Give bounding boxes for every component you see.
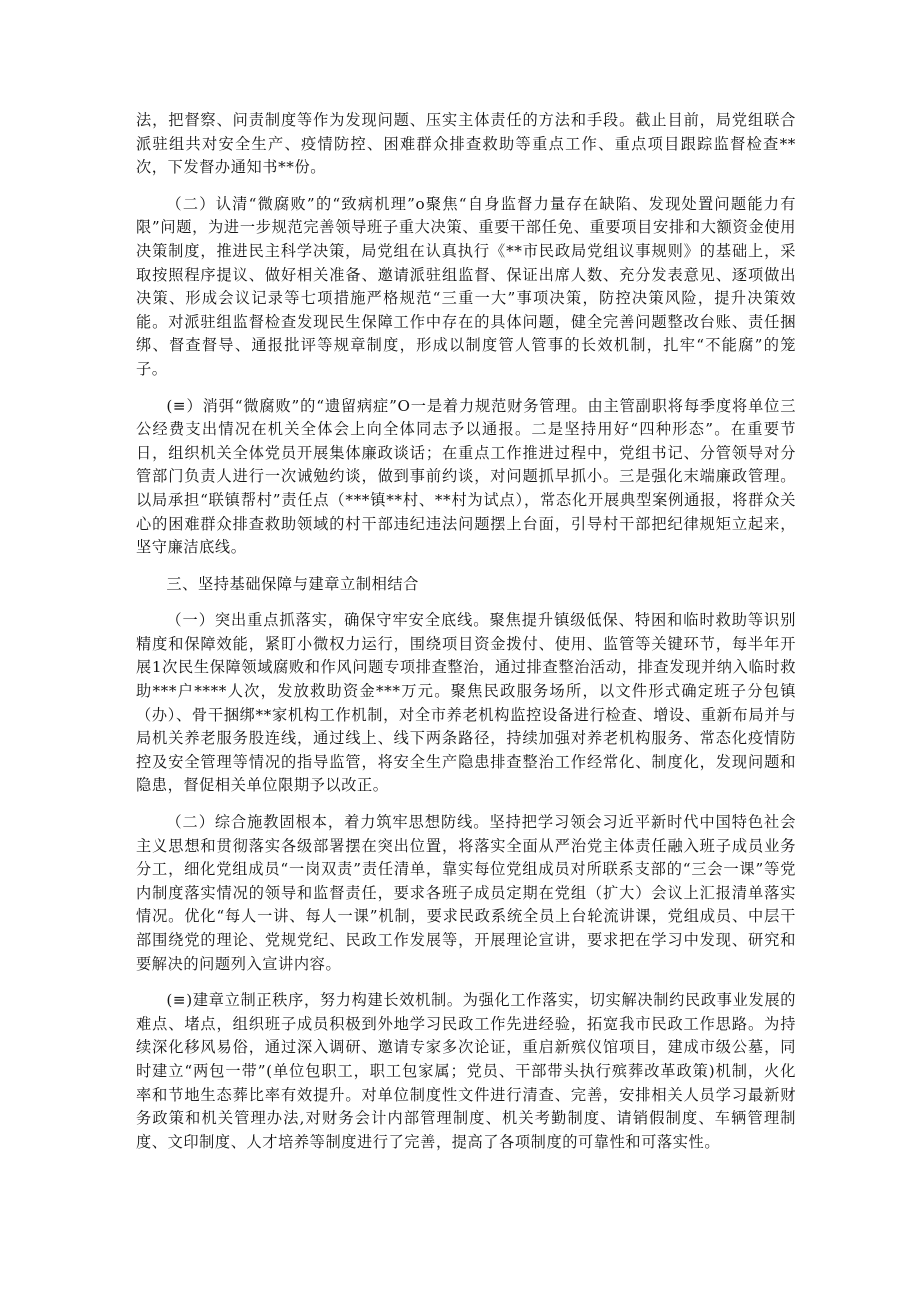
paragraph-section-2-3: (≡）消弭“微腐败”的“遗留病症”O一是着力规范财务管理。由主管副职将每季度将单位三公经费支出情况在机关全体会上向全体同志予以通报。二是坚持用好“四种形态”。在重要节日，组织机关全体党员开展集体廉政谈话；在重点工作推进过程中，党组书记、分管领导对分管部门负责人进行一次诫勉约谈，做到事前约谈，对问题抓早抓小。三是强化末端廉政管理。以局承担“联镇帮村”责任点（***镇**村、**村为试点），常态化开展典型案例通报，将群众关心的困难群众排查救助领域的村干部违纪违法问题摆上台面，引导村干部把纪律规矩立起来，坚守廉洁底线。: [136, 396, 796, 557]
paragraph-section-3-3: (≡)建章立制正秩序，努力构建长效机制。为强化工作落实，切实解决制约民政事业发展的难点、堵点，组织班子成员积极到外地学习民政工作先进经验，拓宽我市民政工作思路。为持续深化移风易俗，通过深入调研、邀请专家多次论证，重启新殡仪馆项目，建成市级公墓，同时建立“两包一带”(单位包职工，职工包家属；党员、干部带头执行殡葬改革政策)机制，火化率和节地生态葬比率有效提升。对单位制度性文件进行清查、完善，安排相关人员学习最新财务政策和机关管理办法,对财务会计内部管理制度、机关考勤制度、请销假制度、车辆管理制度、文印制度、人才培养等制度进行了完善，提高了各项制度的可靠性和可落实性。: [136, 991, 796, 1151]
paragraph-continuation: 法，把督察、问责制度等作为发现问题、压实主体责任的方法和手段。截止目前，局党组联合派驻组共对安全生产、疫情防控、困难群众排查救助等重点工作、重点项目跟踪监督检查**次，下发督办通知书**份。: [136, 111, 796, 177]
paragraph-section-3-1: （一）突出重点抓落实，确保守牢安全底线。聚焦提升镇级低保、特困和临时救助等识别精度和保障效能，紧盯小微权力运行，围绕项目资金拨付、使用、监管等关键环节，每半年开展1次民生保障领域腐败和作风问题专项排查整治，通过排查整治活动，排查发现并纳入临时救助***户****人次，发放救助资金***万元。聚焦民政服务场所，以文件形式确定班子分包镇（办）、骨干捆绑**家机构工作机制，对全市养老机构监控设备进行检查、增设、重新布局并与局机关养老服务股连线，通过线上、线下两条路径，持续加强对养老机构服务、常态化疫情防控及安全管理等情况的指导监管，将安全生产隐患排查整治工作经常化、制度化，发现问题和隐患，督促相关单位限期予以改正。: [136, 611, 796, 795]
paragraph-section-3-2: （二）综合施教固根本，着力筑牢思想防线。坚持把学习领会习近平新时代中国特色社会主义思想和贯彻落实各级部署摆在突出位置，将落实全面从严治党主体责任融入班子成员业务分工，细化党组成员“一岗双责”责任清单，靠实每位党组成员对所联系支部的“三会一课”等党内制度落实情况的领导和监督责任，要求各班子成员定期在党组（扩大）会议上汇报清单落实情况。优化“每人一讲、每人一课”机制，要求民政系统全员上台轮流讲课，党组成员、中层干部围绕党的理论、党规党纪、民政工作发展等，开展理论宣讲，要求把在学习中发现、研究和要解决的问题列入宣讲内容。: [136, 813, 796, 973]
paragraph-section-2-2: （二）认清“微腐败”的“致病机理”o聚焦“自身监督力量存在缺陷、发现处置问题能力有限”问题，为进一步规范完善领导班子重大决策、重要干部任免、重要项目安排和大额资金使用决策制度，推进民主科学决策，局党组在认真执行《**市民政局党组议事规则》的基础上，采取按照程序提议、做好相关准备、邀请派驻组监督、保证出席人数、充分发表意见、逐项做出决策、形成会议记录等七项措施严格规范“三重一大”事项决策，防控决策风险，提升决策效能。对派驻组监督检查发现民生保障工作中存在的具体问题，健全完善问题整改台账、责任捆绑、督查督导、通报批评等规章制度，形成以制度管人管事的长效机制，扎牢“不能腐”的笼子。: [136, 194, 796, 378]
document-page: [136, 109, 796, 1167]
section-3-heading: 三、坚持基础保障与建章立制相结合: [166, 574, 419, 593]
